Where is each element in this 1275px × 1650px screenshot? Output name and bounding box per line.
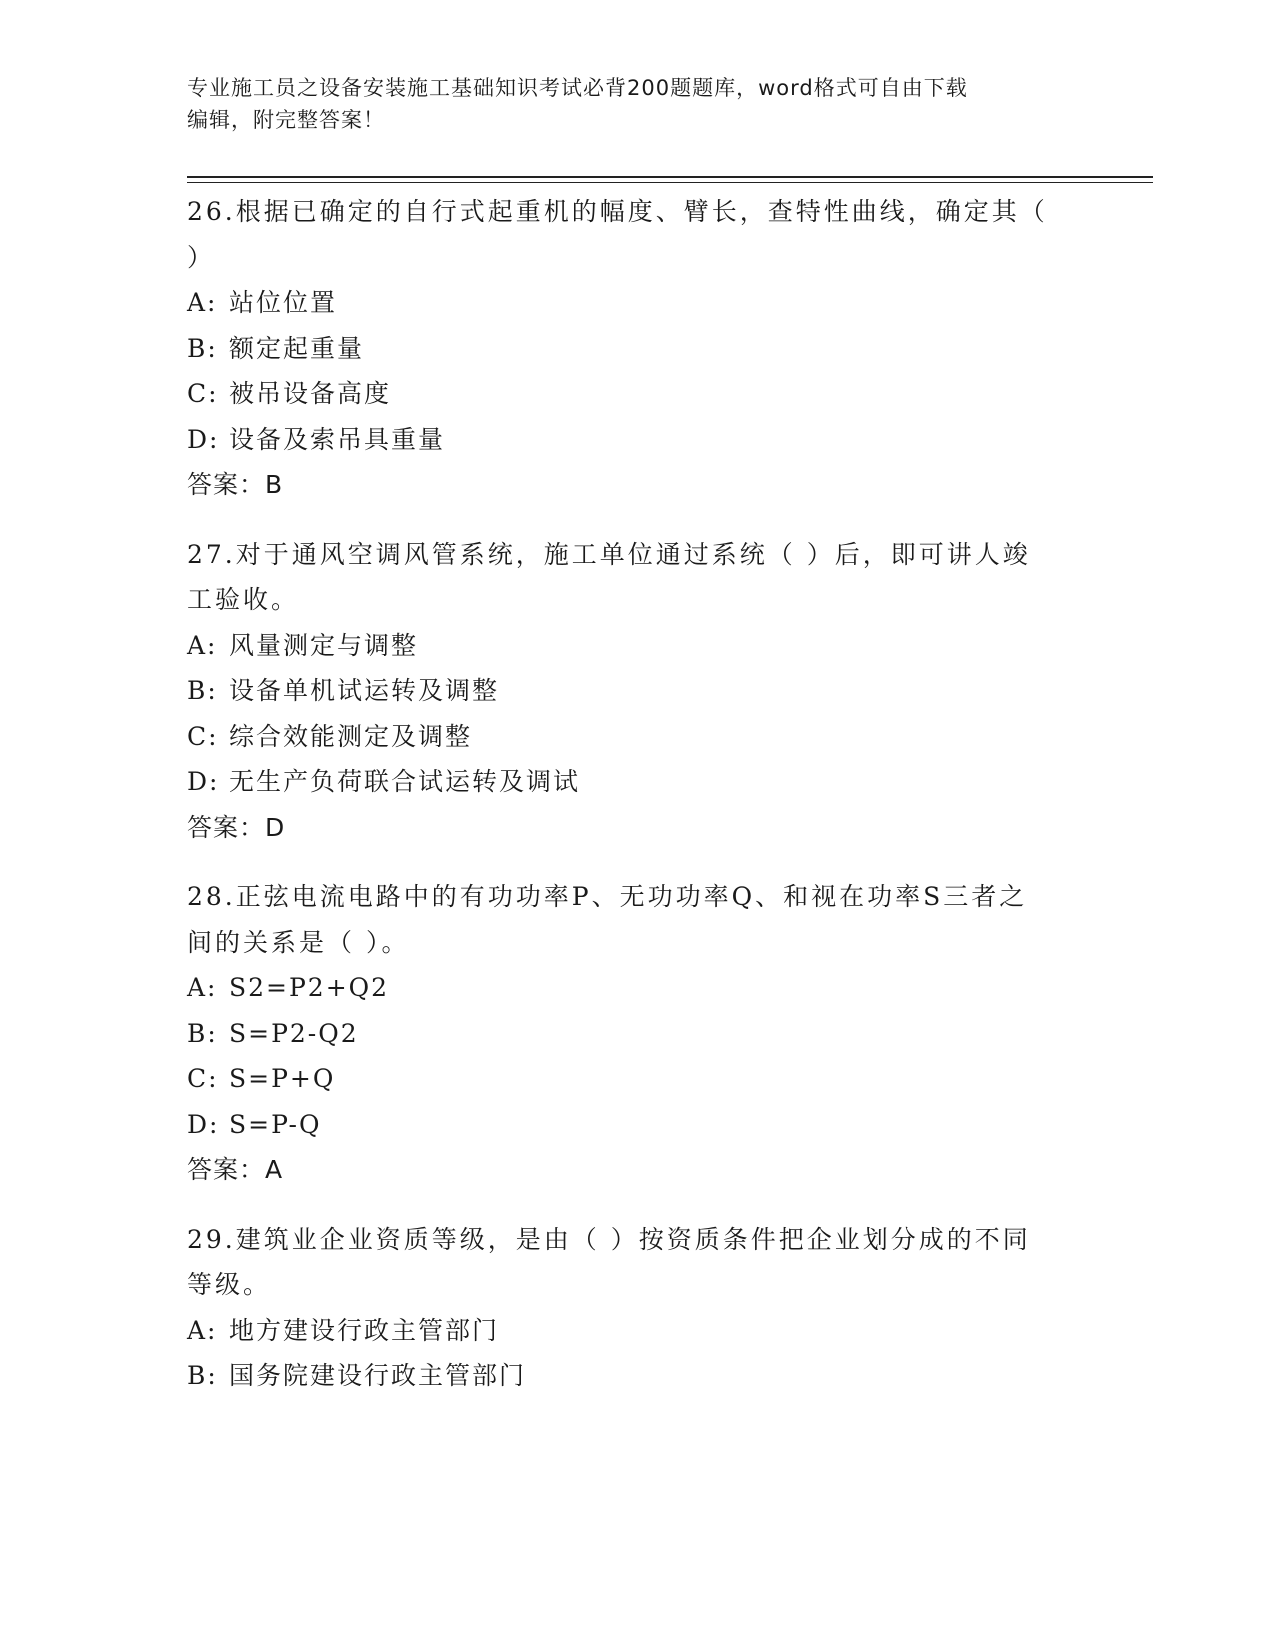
answer-line: 答案：D bbox=[187, 812, 286, 842]
option-b bbox=[187, 326, 1067, 372]
option-text: S=P2-Q2 bbox=[229, 1018, 359, 1048]
option-a bbox=[187, 965, 1067, 1011]
option-d bbox=[187, 417, 1067, 463]
question-stem-line: 26.根据已确定的自行式起重机的幅度、臂长，查特性曲线，确定其（ bbox=[187, 197, 1048, 226]
option-text: 地方建设行政主管部门 bbox=[229, 1315, 500, 1345]
option-d bbox=[187, 759, 1067, 805]
option-label: C: bbox=[187, 1064, 219, 1093]
answer-line: 答案：B bbox=[187, 470, 284, 499]
option-text: S=P+Q bbox=[229, 1064, 336, 1093]
option-label: B: bbox=[187, 333, 218, 363]
question-list bbox=[187, 189, 1067, 1423]
option-a bbox=[187, 623, 1067, 669]
option-text: 站位位置 bbox=[229, 288, 338, 317]
option-text: 设备及索吊具重量 bbox=[229, 424, 446, 454]
option-b bbox=[187, 668, 1067, 714]
option-text: S2=P2+Q2 bbox=[229, 973, 390, 1002]
option-text: 额定起重量 bbox=[229, 333, 365, 363]
option-d bbox=[187, 1102, 1067, 1148]
question-stem-line: 工验收。 bbox=[187, 585, 300, 614]
option-label: A: bbox=[187, 1315, 218, 1345]
option-text: 风量测定与调整 bbox=[229, 630, 419, 660]
option-label: D: bbox=[187, 424, 220, 454]
option-text: 被吊设备高度 bbox=[229, 379, 392, 408]
option-label: A: bbox=[187, 288, 218, 317]
option-c bbox=[187, 714, 1067, 760]
option-text: 综合效能测定及调整 bbox=[229, 721, 473, 751]
option-a bbox=[187, 280, 1067, 326]
option-c bbox=[187, 1056, 1067, 1102]
option-label: C: bbox=[187, 379, 219, 408]
answer-line: 答案：A bbox=[187, 1155, 284, 1184]
question-stem-line: 间的关系是（ ）。 bbox=[187, 927, 410, 957]
option-label: A: bbox=[187, 973, 218, 1002]
option-label: A: bbox=[187, 630, 218, 660]
option-label: C: bbox=[187, 721, 219, 751]
header-divider-thick bbox=[187, 176, 1153, 178]
question-27 bbox=[187, 532, 1067, 851]
option-text: 设备单机试运转及调整 bbox=[229, 676, 500, 705]
question-29 bbox=[187, 1217, 1067, 1399]
option-label: B: bbox=[187, 1018, 218, 1048]
question-stem-line: 27.对于通风空调风管系统，施工单位通过系统（ ）后，即可讲人竣 bbox=[187, 539, 1031, 569]
option-label: D: bbox=[187, 767, 220, 796]
question-stem-line: 等级。 bbox=[187, 1270, 272, 1299]
option-label: D: bbox=[187, 1109, 220, 1139]
question-stem-line: 29.建筑业企业资质等级，是由（ ）按资质条件把企业划分成的不同 bbox=[187, 1224, 1031, 1254]
header-divider-thin bbox=[187, 182, 1153, 183]
option-text: 国务院建设行政主管部门 bbox=[229, 1361, 527, 1390]
option-b bbox=[187, 1011, 1067, 1057]
header-line-1: 专业施工员之设备安装施工基础知识考试必背200题题库，word格式可自由下载 bbox=[187, 76, 968, 100]
question-stem-line: ） bbox=[187, 242, 216, 272]
question-26 bbox=[187, 189, 1067, 508]
option-text: S=P-Q bbox=[229, 1109, 322, 1139]
question-stem-line: 28.正弦电流电路中的有功功率P、无功功率Q、和视在功率S三者之 bbox=[187, 882, 1028, 911]
option-c bbox=[187, 371, 1067, 417]
option-label: B: bbox=[187, 1361, 218, 1390]
document-header bbox=[187, 72, 1067, 136]
header-line-2: 编辑，附完整答案！ bbox=[187, 108, 385, 132]
option-b bbox=[187, 1353, 1067, 1399]
question-28 bbox=[187, 874, 1067, 1193]
option-text: 无生产负荷联合试运转及调试 bbox=[229, 767, 581, 796]
option-label: B: bbox=[187, 676, 218, 705]
option-a bbox=[187, 1308, 1067, 1354]
